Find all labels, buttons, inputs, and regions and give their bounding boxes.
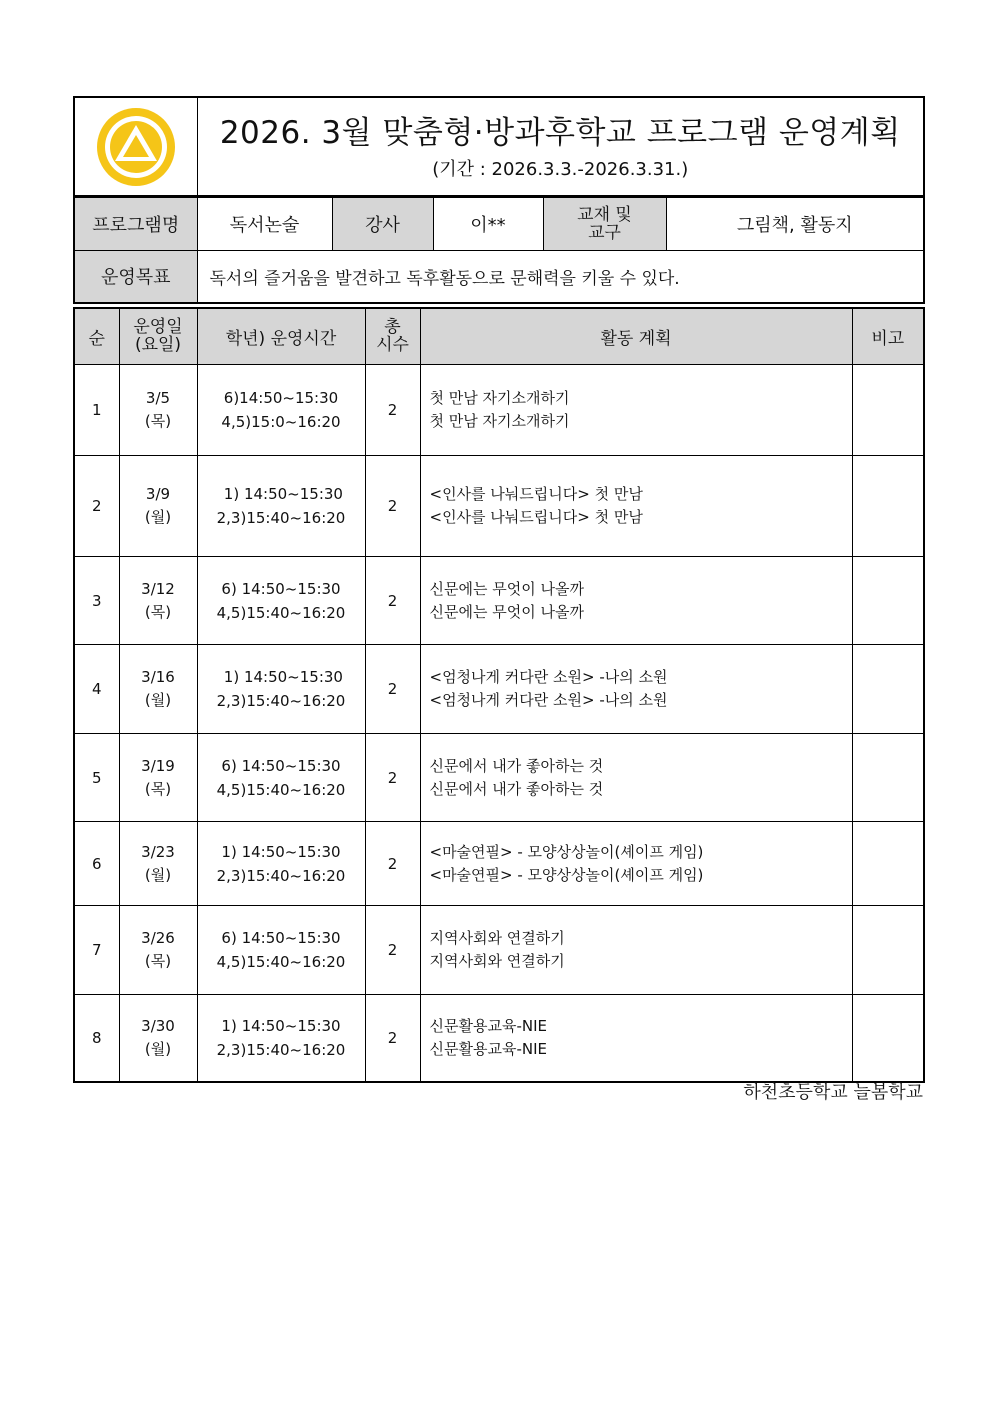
table-row xyxy=(74,995,924,1082)
row-time-cell xyxy=(197,645,365,734)
row-day: (목) xyxy=(144,779,172,798)
col-date-header-line2: (요일) xyxy=(134,335,182,356)
row-plan-1: <마술연필> - 모양상상놀이(셰이프 게임) xyxy=(429,842,704,861)
row-hours: 2 xyxy=(365,456,420,557)
title-table xyxy=(73,96,925,197)
row-hours: 2 xyxy=(365,645,420,734)
row-time-cell xyxy=(197,734,365,822)
table-row xyxy=(74,557,924,645)
materials-label-line1: 교재 및 xyxy=(577,205,632,225)
row-time-1: 6) 14:50~15:30 xyxy=(221,756,341,775)
row-plan-cell xyxy=(420,645,852,734)
row-plan-cell xyxy=(420,365,852,456)
col-time-header: 학년) 운영시간 xyxy=(197,308,365,365)
row-time-2: 4,5)15:0~16:20 xyxy=(221,413,341,431)
row-note xyxy=(852,365,924,456)
row-time-2: 2,3)15:40~16:20 xyxy=(216,509,346,527)
row-date-cell xyxy=(119,906,197,995)
period-text: (기간 : 2026.3.3.-2026.3.31.) xyxy=(432,158,689,180)
table-row xyxy=(74,734,924,822)
col-hours-header-line1: 총 xyxy=(384,317,401,338)
row-time-1: 6) 14:50~15:30 xyxy=(221,579,341,598)
row-date: 3/26 xyxy=(141,929,175,947)
row-number: 5 xyxy=(74,734,119,822)
col-note-header: 비고 xyxy=(852,308,924,365)
plan-document xyxy=(73,96,923,1087)
table-row xyxy=(74,456,924,557)
row-hours: 2 xyxy=(365,822,420,906)
row-note xyxy=(852,822,924,906)
row-time-2: 2,3)15:40~16:20 xyxy=(216,692,346,710)
col-hours-header xyxy=(365,308,420,365)
goal-label: 운영목표 xyxy=(74,251,197,303)
row-time-cell xyxy=(197,557,365,645)
row-note xyxy=(852,906,924,995)
row-plan-1: <인사를 나눠드립니다> 첫 만남 xyxy=(429,485,643,503)
row-plan-cell xyxy=(420,995,852,1082)
program-label: 프로그램명 xyxy=(74,198,197,251)
school-logo-icon xyxy=(94,105,178,189)
table-row xyxy=(74,365,924,456)
row-number: 7 xyxy=(74,906,119,995)
row-note xyxy=(852,734,924,822)
schedule-header-row xyxy=(74,308,924,365)
row-time-2: 2,3)15:40~16:20 xyxy=(216,866,346,885)
row-time-1: 6) 14:50~15:30 xyxy=(221,929,341,947)
col-no-header: 순 xyxy=(74,308,119,365)
row-number: 4 xyxy=(74,645,119,734)
row-time-2: 4,5)15:40~16:20 xyxy=(216,953,346,971)
row-time-1: 1) 14:50~15:30 xyxy=(221,1016,341,1035)
row-date-cell xyxy=(119,734,197,822)
row-date-cell xyxy=(119,822,197,906)
row-time-cell xyxy=(197,995,365,1082)
row-plan-1: 신문에서 내가 좋아하는 것 xyxy=(429,756,604,775)
row-time-cell xyxy=(197,822,365,906)
row-plan-cell xyxy=(420,822,852,906)
row-day: (목) xyxy=(144,602,172,621)
row-time-cell xyxy=(197,365,365,456)
row-day: (월) xyxy=(144,691,172,709)
row-plan-cell xyxy=(420,456,852,557)
row-note xyxy=(852,557,924,645)
row-plan-2: 지역사회와 연결하기 xyxy=(429,952,565,970)
table-row xyxy=(74,645,924,734)
row-plan-2: <엄청나게 커다란 소원> -나의 소원 xyxy=(429,691,668,709)
row-time-1: 1) 14:50~15:30 xyxy=(221,842,341,861)
row-plan-cell xyxy=(420,906,852,995)
row-date-cell xyxy=(119,557,197,645)
row-day: (월) xyxy=(144,1039,172,1058)
row-plan-2: 신문에서 내가 좋아하는 것 xyxy=(429,779,604,798)
col-date-header xyxy=(119,308,197,365)
row-time-2: 4,5)15:40~16:20 xyxy=(216,603,346,622)
row-hours: 2 xyxy=(365,906,420,995)
row-plan-2: <인사를 나눠드립니다> 첫 만남 xyxy=(429,508,643,526)
row-hours: 2 xyxy=(365,995,420,1082)
row-plan-2: <마술연필> - 모양상상놀이(셰이프 게임) xyxy=(429,865,704,884)
row-time-2: 4,5)15:40~16:20 xyxy=(216,780,346,799)
col-plan-header: 활동 계획 xyxy=(420,308,852,365)
school-footer: 하천초등학교 늘봄학교 xyxy=(743,1082,923,1103)
row-time-1: 1) 14:50~15:30 xyxy=(219,668,343,686)
row-date: 3/12 xyxy=(141,579,175,598)
row-plan-2: 신문에는 무엇이 나올까 xyxy=(429,602,584,621)
row-plan-cell xyxy=(420,734,852,822)
row-date-cell xyxy=(119,365,197,456)
teacher-value: 이** xyxy=(433,198,543,251)
materials-label-line2: 교구 xyxy=(588,223,621,243)
row-time-1: 1) 14:50~15:30 xyxy=(219,485,343,503)
row-plan-1: 신문에는 무엇이 나올까 xyxy=(429,579,584,598)
row-number: 2 xyxy=(74,456,119,557)
col-hours-header-line2: 시수 xyxy=(376,335,409,356)
row-note xyxy=(852,645,924,734)
row-hours: 2 xyxy=(365,734,420,822)
row-time-cell xyxy=(197,456,365,557)
title-cell xyxy=(197,97,924,196)
materials-label xyxy=(543,198,666,251)
row-plan-cell xyxy=(420,557,852,645)
row-plan-1: 첫 만남 자기소개하기 xyxy=(429,389,570,407)
info-table xyxy=(73,197,925,304)
row-day: (목) xyxy=(144,952,172,970)
row-date: 3/16 xyxy=(141,668,175,686)
row-hours: 2 xyxy=(365,557,420,645)
row-plan-1: 신문활용교육-NIE xyxy=(429,1016,547,1035)
row-day: (월) xyxy=(144,508,172,526)
row-time-2: 2,3)15:40~16:20 xyxy=(216,1040,346,1059)
row-date: 3/9 xyxy=(145,485,171,503)
row-date: 3/19 xyxy=(141,756,175,775)
row-plan-1: 지역사회와 연결하기 xyxy=(429,929,565,947)
row-number: 8 xyxy=(74,995,119,1082)
row-note xyxy=(852,995,924,1082)
row-number: 3 xyxy=(74,557,119,645)
row-time-1: 6)14:50~15:30 xyxy=(223,389,339,407)
page-title: 2026. 3월 맞춤형·방과후학교 프로그램 운영계획 xyxy=(219,114,901,151)
materials-value: 그림책, 활동지 xyxy=(666,198,924,251)
row-date: 3/23 xyxy=(141,842,175,861)
teacher-label: 강사 xyxy=(332,198,433,251)
row-date-cell xyxy=(119,456,197,557)
row-plan-2: 신문활용교육-NIE xyxy=(429,1039,547,1058)
schedule-body xyxy=(74,365,924,1082)
row-number: 1 xyxy=(74,365,119,456)
row-hours: 2 xyxy=(365,365,420,456)
logo-cell xyxy=(74,97,197,196)
goal-value: 독서의 즐거움을 발견하고 독후활동으로 문해력을 키울 수 있다. xyxy=(197,251,924,303)
schedule-table xyxy=(73,307,925,1083)
row-plan-2: 첫 만남 자기소개하기 xyxy=(429,412,570,430)
row-date: 3/30 xyxy=(141,1016,175,1035)
table-row xyxy=(74,822,924,906)
row-day: (목) xyxy=(144,412,172,430)
row-number: 6 xyxy=(74,822,119,906)
row-day: (월) xyxy=(144,865,172,884)
row-plan-1: <엄청나게 커다란 소원> -나의 소원 xyxy=(429,668,668,686)
row-date: 3/5 xyxy=(145,389,171,407)
row-note xyxy=(852,456,924,557)
row-time-cell xyxy=(197,906,365,995)
table-row xyxy=(74,906,924,995)
row-date-cell xyxy=(119,645,197,734)
col-date-header-line1: 운영일 xyxy=(133,317,183,338)
program-value: 독서논술 xyxy=(197,198,332,251)
row-date-cell xyxy=(119,995,197,1082)
